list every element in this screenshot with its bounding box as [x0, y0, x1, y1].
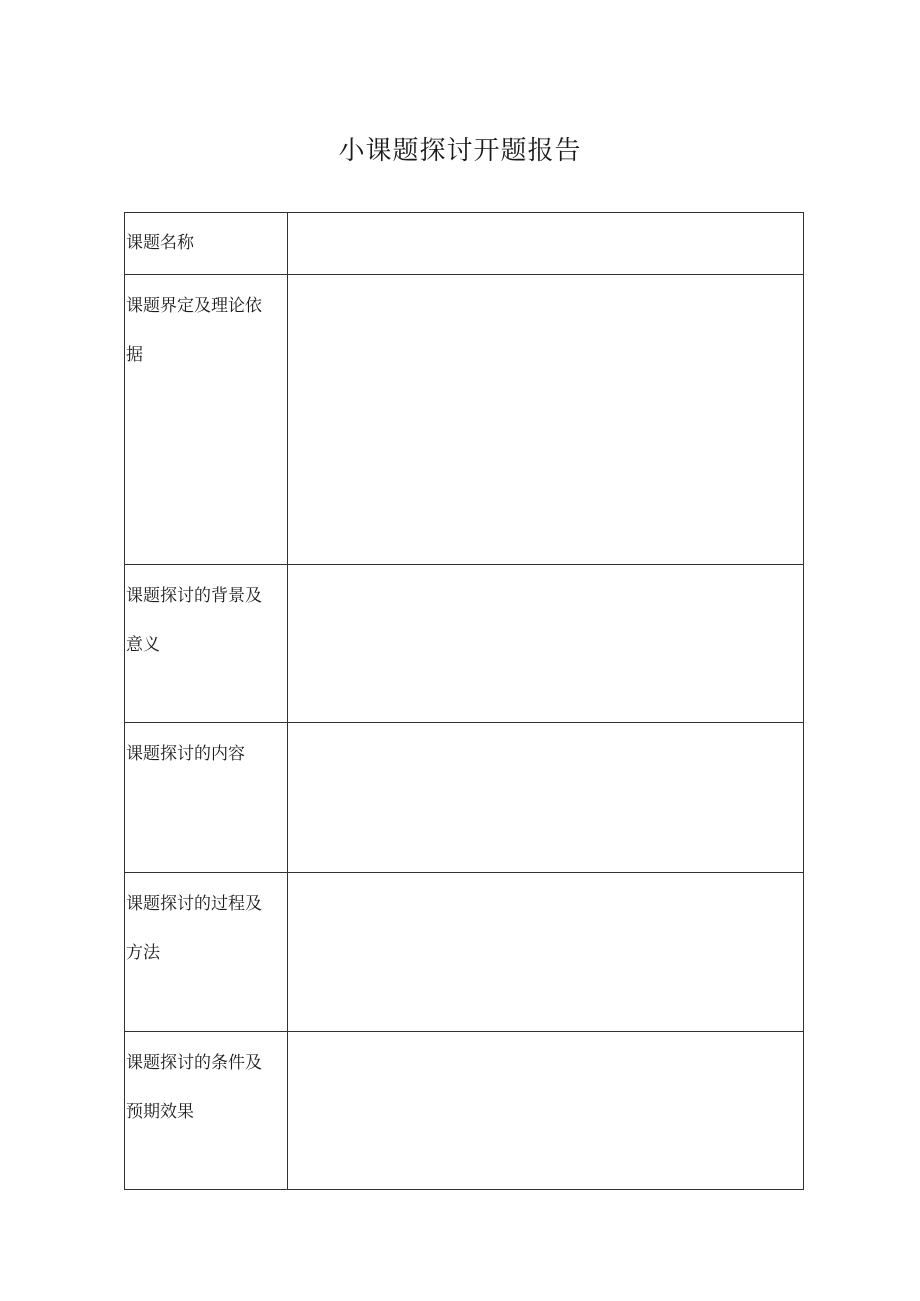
value-cell-definition-basis[interactable]	[288, 275, 804, 565]
value-cell-content[interactable]	[288, 723, 804, 873]
row-label: 课题探讨的背景及意义	[126, 586, 262, 655]
table-row	[125, 1032, 804, 1190]
table-row	[125, 873, 804, 1032]
label-cell-topic-name	[125, 213, 288, 275]
value-cell-topic-name[interactable]	[288, 213, 804, 275]
label-cell-conditions-effects	[125, 1032, 288, 1190]
label-cell-process-method	[125, 873, 288, 1032]
row-label: 课题探讨的内容	[126, 744, 245, 764]
table-row	[125, 213, 804, 275]
value-cell-conditions-effects[interactable]	[288, 1032, 804, 1190]
value-cell-background[interactable]	[288, 565, 804, 723]
table-row	[125, 275, 804, 565]
page-title: 小课题探讨开题报告	[338, 136, 582, 166]
label-cell-background	[125, 565, 288, 723]
label-cell-content	[125, 723, 288, 873]
row-label: 课题名称	[126, 233, 194, 253]
row-label: 课题探讨的过程及方法	[126, 894, 262, 963]
table-row	[125, 723, 804, 873]
report-form-table	[124, 212, 804, 1190]
row-label: 课题探讨的条件及预期效果	[126, 1053, 262, 1122]
row-label: 课题界定及理论依据	[126, 296, 262, 365]
value-cell-process-method[interactable]	[288, 873, 804, 1032]
table-row	[125, 565, 804, 723]
label-cell-definition-basis	[125, 275, 288, 565]
